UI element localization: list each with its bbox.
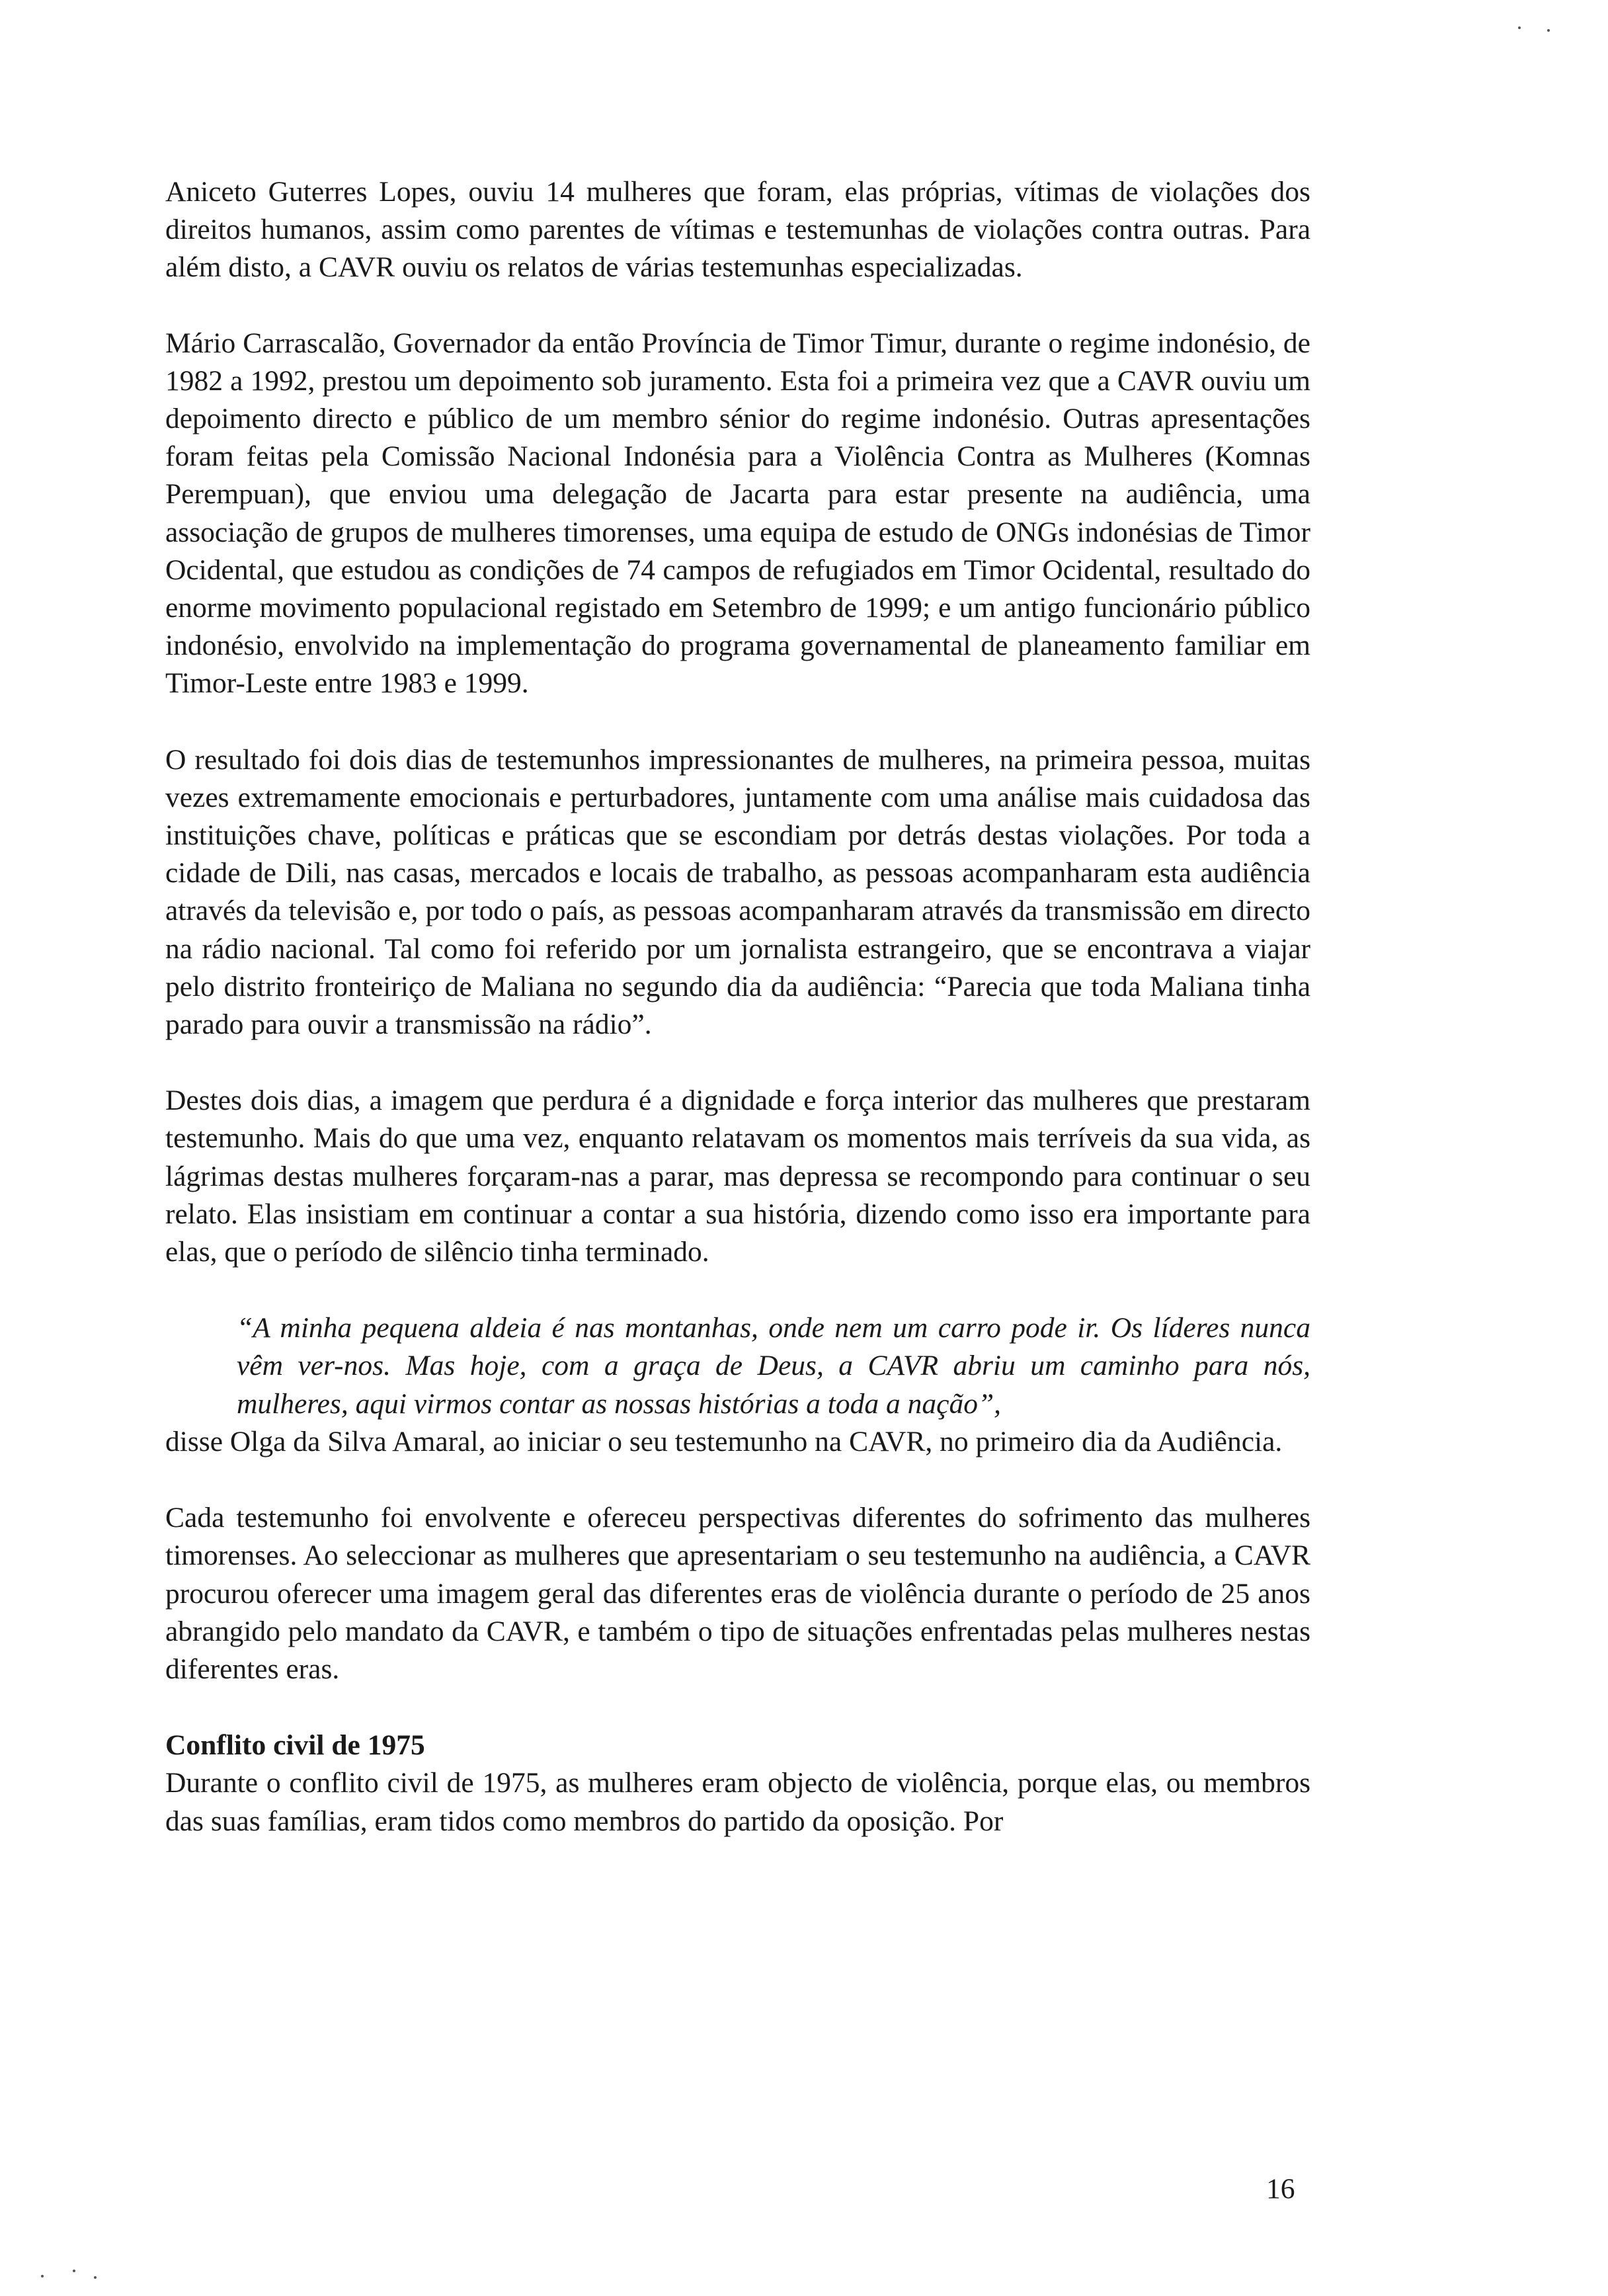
quote-block [165, 1309, 1310, 1461]
paragraph-carrascalao-testimony: Mário Carrascalão, Governador da então Província de Timor Timur, durante o regime indonésio, de 1982 a 1992, prestou um depoimento sob juramento. Esta foi a primeira vez que a CAVR ouviu um depoimento directo e público de um membro sénior do regime indonésio. Outras apresentações foram feitas pela Comissão Nacional Indonésia para a Violência Contra as Mulheres (Komnas Perempuan), que enviou uma delegação de Jacarta para estar presente na audiência, uma associação de grupos de mulheres timorenses, uma equipa de estudo de ONGs indonésias de Timor Ocidental, que estudou as condições de 74 campos de refugiados em Timor Ocidental, resultado do enorme movimento populacional registado em Setembro de 1999; e um antigo funcionário público indonésio, envolvido na implementação do programa governamental de planeamento familiar em Timor-Leste entre 1983 e 1999. [165, 327, 1310, 700]
quote-text: “A minha pequena aldeia é nas montanhas, onde nem um carro pode ir. Os líderes nunca vêm ver-nos. Mas hoje, com a graça de Deus, a CAVR abriu um caminho para nós, mulheres, aqui virmos contar as nossas histórias a toda a nação”, [237, 1312, 1310, 1420]
scan-speck [1518, 26, 1521, 29]
section-paragraph: Durante o conflito civil de 1975, as mulheres eram objecto de violência, porque elas, ou membros das suas famílias, eram tidos como membros do partido da oposição. Por [165, 1767, 1310, 1837]
quote-attribution: disse Olga da Silva Amaral, ao iniciar o seu testemunho na CAVR, no primeiro dia da Audiência. [165, 1425, 1283, 1457]
scan-speck [94, 2276, 97, 2279]
page-number: 16 [1266, 2173, 1295, 2205]
scan-speck [1547, 29, 1550, 32]
paragraph-hearing-result: O resultado foi dois dias de testemunhos impressionantes de mulheres, na primeira pessoa, muitas vezes extremamente emocionais e perturbadores, juntamente com uma análise mais cuidadosa das instituições chave, políticas e práticas que se escondiam por detrás destas violações. Por toda a cidade de Dili, nas casas, mercados e locais de trabalho, as pessoas acompanharam esta audiência através da televisão e, por todo o país, as pessoas acompanharam através da transmissão em directo na rádio nacional. Tal como foi referido por um jornalista estrangeiro, que se encontrava a viajar pelo distrito fronteiriço de Maliana no segundo dia da audiência: “Parecia que toda Maliana tinha parado para ouvir a transmissão na rádio”. [165, 743, 1310, 1041]
scan-speck [73, 2270, 75, 2272]
scan-speck [41, 2275, 44, 2277]
section-heading: Conflito civil de 1975 [165, 1729, 425, 1762]
paragraph-dignity-of-women: Destes dois dias, a imagem que perdura é a dignidade e força interior das mulheres que prestaram testemunho. Mais do que uma vez, enquanto relatavam os momentos mais terríveis da sua vida, as lágrimas destas mulheres forçaram-nas a parar, mas depressa se recompondo para continuar o seu relato. Elas insistiam em continuar a contar a sua história, dizendo como isso era importante para elas, que o período de silêncio tinha terminado. [165, 1085, 1310, 1268]
paragraph-testimony-selection: Cada testemunho foi envolvente e ofereceu perspectivas diferentes do sofrimento das mulheres timorenses. Ao seleccionar as mulheres que apresentariam o seu testemunho na audiência, a CAVR procurou oferecer uma imagem geral das diferentes eras de violência durante o período de 25 anos abrangido pelo mandato da CAVR, e também o tipo de situações enfrentadas pelas mulheres nestas diferentes eras. [165, 1502, 1310, 1685]
paragraph-testimonies-overview: Aniceto Guterres Lopes, ouviu 14 mulheres que foram, elas próprias, vítimas de violações dos direitos humanos, assim como parentes de vítimas e testemunhas de violações contra outras. Para além disto, a CAVR ouviu os relatos de várias testemunhas especializadas. [165, 176, 1310, 284]
page-body [165, 173, 1310, 1840]
